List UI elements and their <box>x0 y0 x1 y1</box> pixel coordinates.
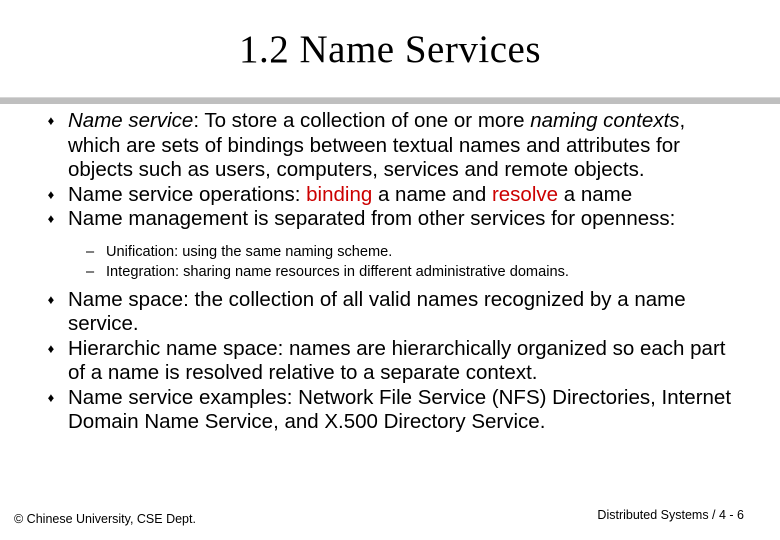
sub-bullet-list <box>0 242 780 282</box>
bullet-text: Hierarchic name space: names are hierarchically organized so each part of a name is resolved relative to a separate context. <box>68 336 726 384</box>
title-divider <box>0 97 780 104</box>
diamond-bullet-icon: ♦ <box>47 389 55 405</box>
bullet-text-part: , which are sets of bindings between textual names and attributes for objects such as users, computers, services and remote objects. <box>68 109 686 181</box>
bullet-text-part: : To store a collection of one or more <box>193 109 531 132</box>
operation-resolve: resolve <box>491 182 559 206</box>
bullet-text: Name space: the collection of all valid names recognized by a name service. <box>68 287 686 335</box>
footer-copyright: © Chinese University, CSE Dept. <box>14 512 196 526</box>
bullet-text: Name management is separated from other services for openness: <box>68 207 676 230</box>
diamond-bullet-icon: ♦ <box>47 186 55 202</box>
bullet-name-service-examples <box>0 386 780 435</box>
diamond-bullet-icon: ♦ <box>47 211 55 226</box>
sub-bullet-unification <box>0 242 780 262</box>
bullet-name-space <box>0 288 780 337</box>
bullet-hierarchic-name-space <box>0 337 780 386</box>
slide-content <box>0 109 780 435</box>
bullet-name-service-operations <box>0 183 780 208</box>
bullet-text-part: a name <box>558 182 633 206</box>
bullet-text-part: a name and <box>372 182 492 206</box>
sub-bullet-text: Unification: using the same naming scheme. <box>106 243 393 260</box>
diamond-bullet-icon: ♦ <box>47 113 55 128</box>
dash-bullet-icon: – <box>86 243 95 260</box>
sub-bullet-text: Integration: sharing name resources in different administrative domains. <box>106 263 569 280</box>
term-naming-contexts: naming contexts <box>530 109 680 132</box>
dash-bullet-icon: – <box>86 263 95 280</box>
term-name-service: Name service <box>68 109 194 132</box>
slide-title: 1.2 Name Services <box>239 28 541 71</box>
bullet-name-management <box>0 207 780 232</box>
sub-bullet-integration <box>0 262 780 282</box>
diamond-bullet-icon: ♦ <box>47 291 55 307</box>
footer-page-number: Distributed Systems / 4 - 6 <box>597 508 744 522</box>
diamond-bullet-icon: ♦ <box>47 340 55 356</box>
operation-binding: binding <box>306 182 373 206</box>
bullet-name-service <box>0 109 780 183</box>
bullet-text: Name service examples: Network File Service (NFS) Directories, Internet Domain Name Service, and X.500 Directory Service. <box>68 385 732 433</box>
bullet-text-part: Name service operations: <box>68 182 307 206</box>
